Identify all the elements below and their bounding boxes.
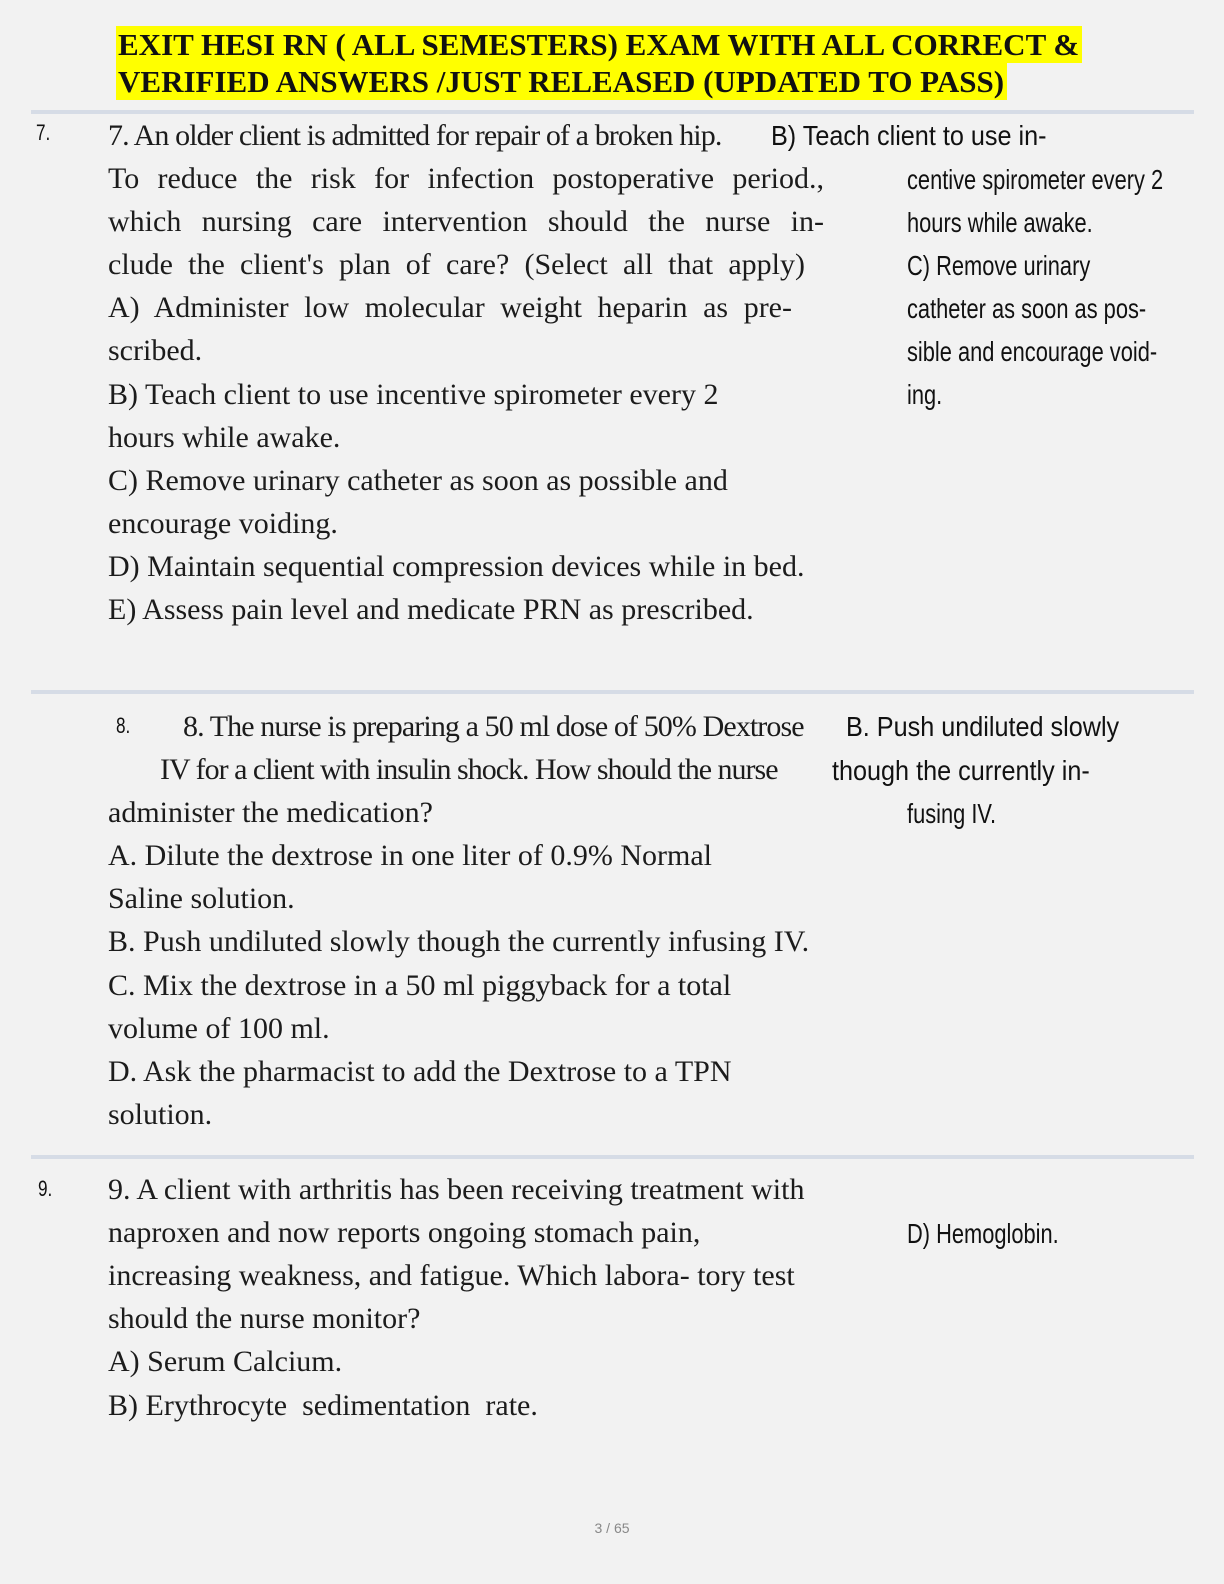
- option-line: D. Ask the pharmacist to add the Dextrose to a TPN: [108, 1055, 732, 1088]
- divider: [31, 1155, 1194, 1159]
- option-line: encourage voiding.: [108, 507, 338, 540]
- option-line: scribed.: [108, 334, 203, 367]
- page-indicator: 3 / 65: [594, 1520, 630, 1536]
- answer-line: ing.: [907, 379, 943, 410]
- option-line: B) Erythrocyte sedimentation rate.: [108, 1389, 538, 1422]
- answer-line: B) Teach client to use in-: [771, 120, 1047, 151]
- question-line: 9. A client with arthritis has been receiving treatment with: [108, 1173, 805, 1206]
- question-line: 8. The nurse is preparing a 50 ml dose of 50% Dextrose: [183, 710, 804, 743]
- answer-line: sible and encourage void-: [907, 336, 1158, 367]
- option-line: A) Serum Calcium.: [108, 1345, 343, 1378]
- answer-line: C) Remove urinary: [907, 250, 1091, 281]
- option-line: hours while awake.: [108, 421, 341, 454]
- option-line: C) Remove urinary catheter as soon as possible and: [108, 464, 728, 497]
- option-line: E) Assess pain level and medicate PRN as prescribed.: [108, 593, 754, 626]
- question-line: To reduce the risk for infection postoperative period.,: [108, 162, 824, 195]
- title-line-2: VERIFIED ANSWERS /JUST RELEASED (UPDATED TO PASS): [116, 63, 1007, 100]
- question-line: clude the client's plan of care? (Select all that apply): [108, 248, 805, 281]
- option-line: A) Administer low molecular weight heparin as pre-: [108, 291, 792, 324]
- question-number: 8.: [116, 713, 131, 738]
- title-line-1: EXIT HESI RN ( ALL SEMESTERS) EXAM WITH ALL CORRECT &: [116, 26, 1082, 63]
- question-number: 9.: [38, 1176, 53, 1201]
- option-line: B. Push undiluted slowly though the currently infusing IV.: [108, 925, 810, 958]
- option-line: B) Teach client to use incentive spirometer every 2: [108, 378, 719, 411]
- answer-line: fusing IV.: [907, 798, 997, 829]
- question-line: should the nurse monitor?: [108, 1302, 421, 1335]
- option-line: volume of 100 ml.: [108, 1012, 330, 1045]
- divider: [31, 690, 1194, 694]
- option-line: A. Dilute the dextrose in one liter of 0.9% Normal: [108, 839, 713, 872]
- option-line: D) Maintain sequential compression devices while in bed.: [108, 550, 805, 583]
- answer-line: hours while awake.: [907, 207, 1093, 238]
- answer-line: catheter as soon as pos-: [907, 293, 1147, 324]
- question-line: IV for a client with insulin shock. How should the nurse: [160, 753, 778, 786]
- question-number: 7.: [36, 120, 51, 145]
- answer-line: though the currently in-: [832, 755, 1090, 786]
- answer-line: D) Hemoglobin.: [907, 1218, 1059, 1249]
- document-title: [116, 26, 1126, 100]
- question-line: administer the medication?: [108, 796, 433, 829]
- option-line: solution.: [108, 1098, 213, 1131]
- option-line: Saline solution.: [108, 882, 295, 915]
- question-line: increasing weakness, and fatigue. Which labora- tory test: [108, 1259, 795, 1292]
- answer-line: B. Push undiluted slowly: [846, 711, 1120, 742]
- question-line: naproxen and now reports ongoing stomach pain,: [108, 1216, 701, 1249]
- question-line: which nursing care intervention should the nurse in-: [108, 205, 824, 238]
- question-line: 7. An older client is admitted for repair of a broken hip.: [108, 119, 722, 152]
- option-line: C. Mix the dextrose in a 50 ml piggyback for a total: [108, 969, 732, 1002]
- answer-line: centive spirometer every 2: [907, 164, 1164, 195]
